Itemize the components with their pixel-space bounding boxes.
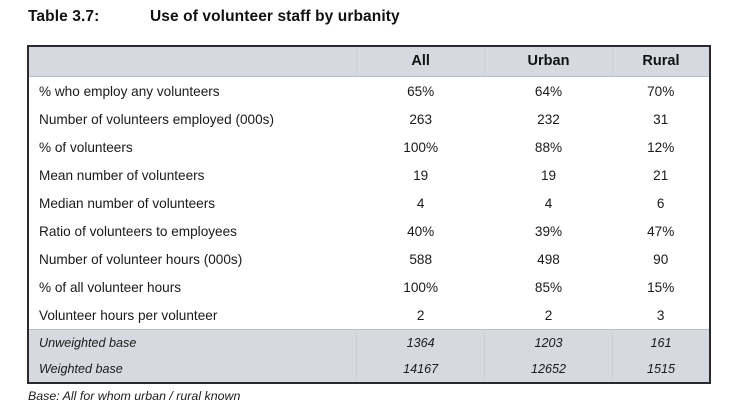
row-label: Number of volunteer hours (000s) [29,245,357,273]
row-value-all: 2 [357,301,485,330]
table-container [27,45,711,384]
volunteer-staff-table [29,47,709,382]
row-value-urban: 85% [485,273,613,301]
table-row [29,77,709,106]
table-row [29,301,709,330]
row-value-rural: 90 [612,245,709,273]
row-label: Volunteer hours per volunteer [29,301,357,330]
table-row [29,217,709,245]
row-value-urban: 19 [485,161,613,189]
row-value-all: 100% [357,133,485,161]
row-value-all: 40% [357,217,485,245]
base-row-label: Weighted base [29,356,357,382]
table-row [29,133,709,161]
row-label: % who employ any volunteers [29,77,357,106]
column-header-urban: Urban [485,47,613,77]
table-number-label: Table 3.7: [28,8,100,25]
column-header-label [29,47,357,77]
row-value-rural: 47% [612,217,709,245]
table-row [29,245,709,273]
row-value-rural: 12% [612,133,709,161]
row-value-all: 4 [357,189,485,217]
table-header-row [29,47,709,77]
base-row-value-urban: 1203 [485,330,613,357]
table-row [29,273,709,301]
row-value-urban: 88% [485,133,613,161]
row-label: Ratio of volunteers to employees [29,217,357,245]
base-row-label: Unweighted base [29,330,357,357]
row-value-rural: 6 [612,189,709,217]
row-value-rural: 70% [612,77,709,106]
row-label: Mean number of volunteers [29,161,357,189]
row-label: % of all volunteer hours [29,273,357,301]
row-value-rural: 21 [612,161,709,189]
row-value-all: 65% [357,77,485,106]
row-value-all: 100% [357,273,485,301]
base-row-value-urban: 12652 [485,356,613,382]
table-row [29,189,709,217]
table-base-row [29,356,709,382]
base-row-value-all: 14167 [357,356,485,382]
row-value-urban: 4 [485,189,613,217]
row-value-rural: 15% [612,273,709,301]
table-header [29,47,709,77]
row-value-urban: 39% [485,217,613,245]
row-label: % of volunteers [29,133,357,161]
row-value-urban: 2 [485,301,613,330]
column-header-all: All [357,47,485,77]
row-value-all: 263 [357,105,485,133]
column-header-rural: Rural [612,47,709,77]
base-row-value-rural: 161 [612,330,709,357]
base-row-value-rural: 1515 [612,356,709,382]
row-value-all: 19 [357,161,485,189]
row-value-urban: 64% [485,77,613,106]
table-row [29,161,709,189]
row-value-rural: 31 [612,105,709,133]
table-footnote: Base: All for whom urban / rural known [28,389,241,403]
table-body [29,77,709,383]
row-label: Number of volunteers employed (000s) [29,105,357,133]
row-value-all: 588 [357,245,485,273]
row-label: Median number of volunteers [29,189,357,217]
table-title [28,8,400,26]
row-value-rural: 3 [612,301,709,330]
table-caption: Use of volunteer staff by urbanity [150,8,400,25]
row-value-urban: 498 [485,245,613,273]
row-value-urban: 232 [485,105,613,133]
table-row [29,105,709,133]
base-row-value-all: 1364 [357,330,485,357]
table-base-row [29,330,709,357]
